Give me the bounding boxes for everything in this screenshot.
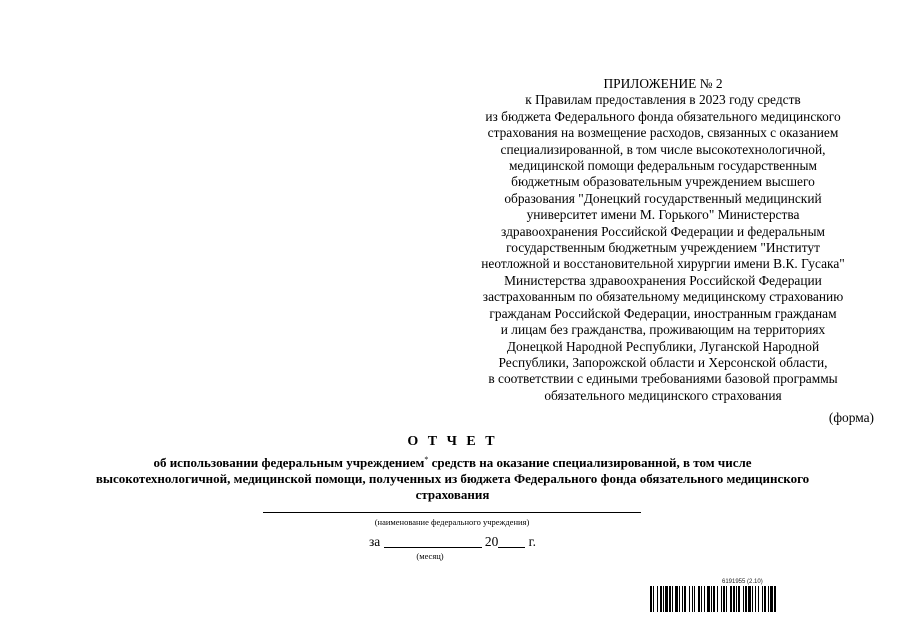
barcode-bar: [717, 586, 718, 612]
appendix-line: неотложной и восстановительной хирургии имени В.К. Гусака": [481, 256, 845, 272]
year-blank: [498, 547, 525, 548]
barcode-bar: [650, 586, 652, 612]
appendix-line: страхования на возмещение расходов, связанных с оказанием: [487, 125, 839, 141]
subtitle-text-before-mark: об использовании федеральным учреждением: [153, 455, 425, 470]
barcode-bar: [738, 586, 740, 612]
barcode-image: [650, 586, 860, 612]
appendix-line: застрахованным по обязательному медицинскому страхованию: [482, 289, 844, 305]
barcode-bar: [669, 586, 671, 612]
barcode-bar: [711, 586, 712, 612]
appendix-line: Республики, Запорожской области и Херсонской области,: [498, 354, 828, 370]
appendix-line: гражданам Российской Федерации, иностранным гражданам: [489, 305, 837, 321]
appendix-heading: ПРИЛОЖЕНИЕ № 2: [603, 76, 723, 91]
subtitle-line-1: [20, 452, 885, 471]
month-caption: (месяц): [416, 551, 444, 561]
barcode-label: 6191955 (2.10): [722, 579, 763, 585]
appendix-line: бюджетным образовательным учреждением высшего: [511, 174, 815, 190]
barcode-bar: [660, 586, 662, 612]
footnote-mark: *: [424, 455, 429, 464]
report-period: [0, 534, 905, 550]
barcode-bar: [672, 586, 673, 612]
period-suffix: г.: [528, 534, 537, 549]
year-prefix: 20: [484, 534, 499, 549]
barcode-bar: [713, 586, 715, 612]
subtitle-line-2: высокотехнологичной, медицинской помощи, полученных из бюджета Федерального фонда обязательного медицинского: [95, 471, 810, 486]
barcode-bar: [684, 586, 686, 612]
barcode-bar: [743, 586, 744, 612]
barcode-bar: [745, 586, 747, 612]
form-label: (форма): [828, 410, 874, 425]
barcode-bar: [733, 586, 735, 612]
barcode-bar: [768, 586, 769, 612]
appendix-line: образования "Донецкий государственный медицинский: [504, 190, 822, 206]
barcode-bar: [689, 586, 690, 612]
barcode-bar: [770, 586, 773, 612]
appendix-line: к Правилам предоставления в 2023 году средств: [525, 92, 801, 108]
appendix-line: Министерства здравоохранения Российской Федерации: [504, 272, 822, 288]
report-subtitle: [20, 452, 885, 503]
barcode-bar: [701, 586, 702, 612]
appendix-block: [430, 76, 896, 404]
subtitle-line-3: страхования: [415, 487, 490, 502]
barcode-bar: [736, 586, 737, 612]
barcode-bar: [704, 586, 705, 612]
appendix-line: из бюджета Федерального фонда обязательного медицинского: [485, 108, 841, 124]
barcode-bar: [707, 586, 710, 612]
barcode-bar: [748, 586, 751, 612]
appendix-line: в соответствии с едиными требованиями базовой программы: [488, 371, 838, 387]
appendix-line: университет имени М. Горького" Министерства: [526, 207, 800, 223]
barcode-bar: [726, 586, 727, 612]
appendix-line: специализированной, в том числе высокотехнологичной,: [500, 141, 826, 157]
appendix-line: Донецкой Народной Республики, Луганской Народной: [506, 338, 820, 354]
appendix-line: и лицам без гражданства, проживающим на территориях: [500, 322, 826, 338]
barcode-bar: [755, 586, 756, 612]
barcode-bar: [721, 586, 722, 612]
barcode-bar: [653, 586, 654, 612]
appendix-line: медицинской помощи федеральным государственным: [508, 158, 818, 174]
barcode-bar: [762, 586, 763, 612]
barcode-bar: [657, 586, 658, 612]
month-blank: [384, 547, 482, 548]
subtitle-text-after-mark: средств на оказание специализированной, в том числе: [428, 455, 752, 470]
barcode-bar: [665, 586, 668, 612]
institution-caption: (наименование федерального учреждения): [374, 517, 530, 527]
barcode-bar: [682, 586, 683, 612]
report-title: О Т Ч Е Т: [407, 434, 498, 449]
appendix-line: государственным бюджетным учреждением "Институт: [506, 240, 820, 256]
barcode-bar: [675, 586, 678, 612]
barcode-bar: [774, 586, 776, 612]
appendix-line: здравоохранения Российской Федерации и федеральным: [501, 223, 825, 239]
barcode-bar: [730, 586, 732, 612]
appendix-line: обязательного медицинского страхования: [544, 387, 782, 403]
barcode-bar: [663, 586, 664, 612]
institution-name-field: [263, 512, 641, 513]
barcode-bar: [692, 586, 693, 612]
barcode-bar: [723, 586, 725, 612]
barcode-bar: [758, 586, 759, 612]
barcode-bar: [764, 586, 766, 612]
barcode-bar: [694, 586, 695, 612]
barcode-bar: [752, 586, 753, 612]
barcode-bar: [679, 586, 680, 612]
period-prefix: за: [368, 534, 381, 549]
barcode-bar: [698, 586, 700, 612]
